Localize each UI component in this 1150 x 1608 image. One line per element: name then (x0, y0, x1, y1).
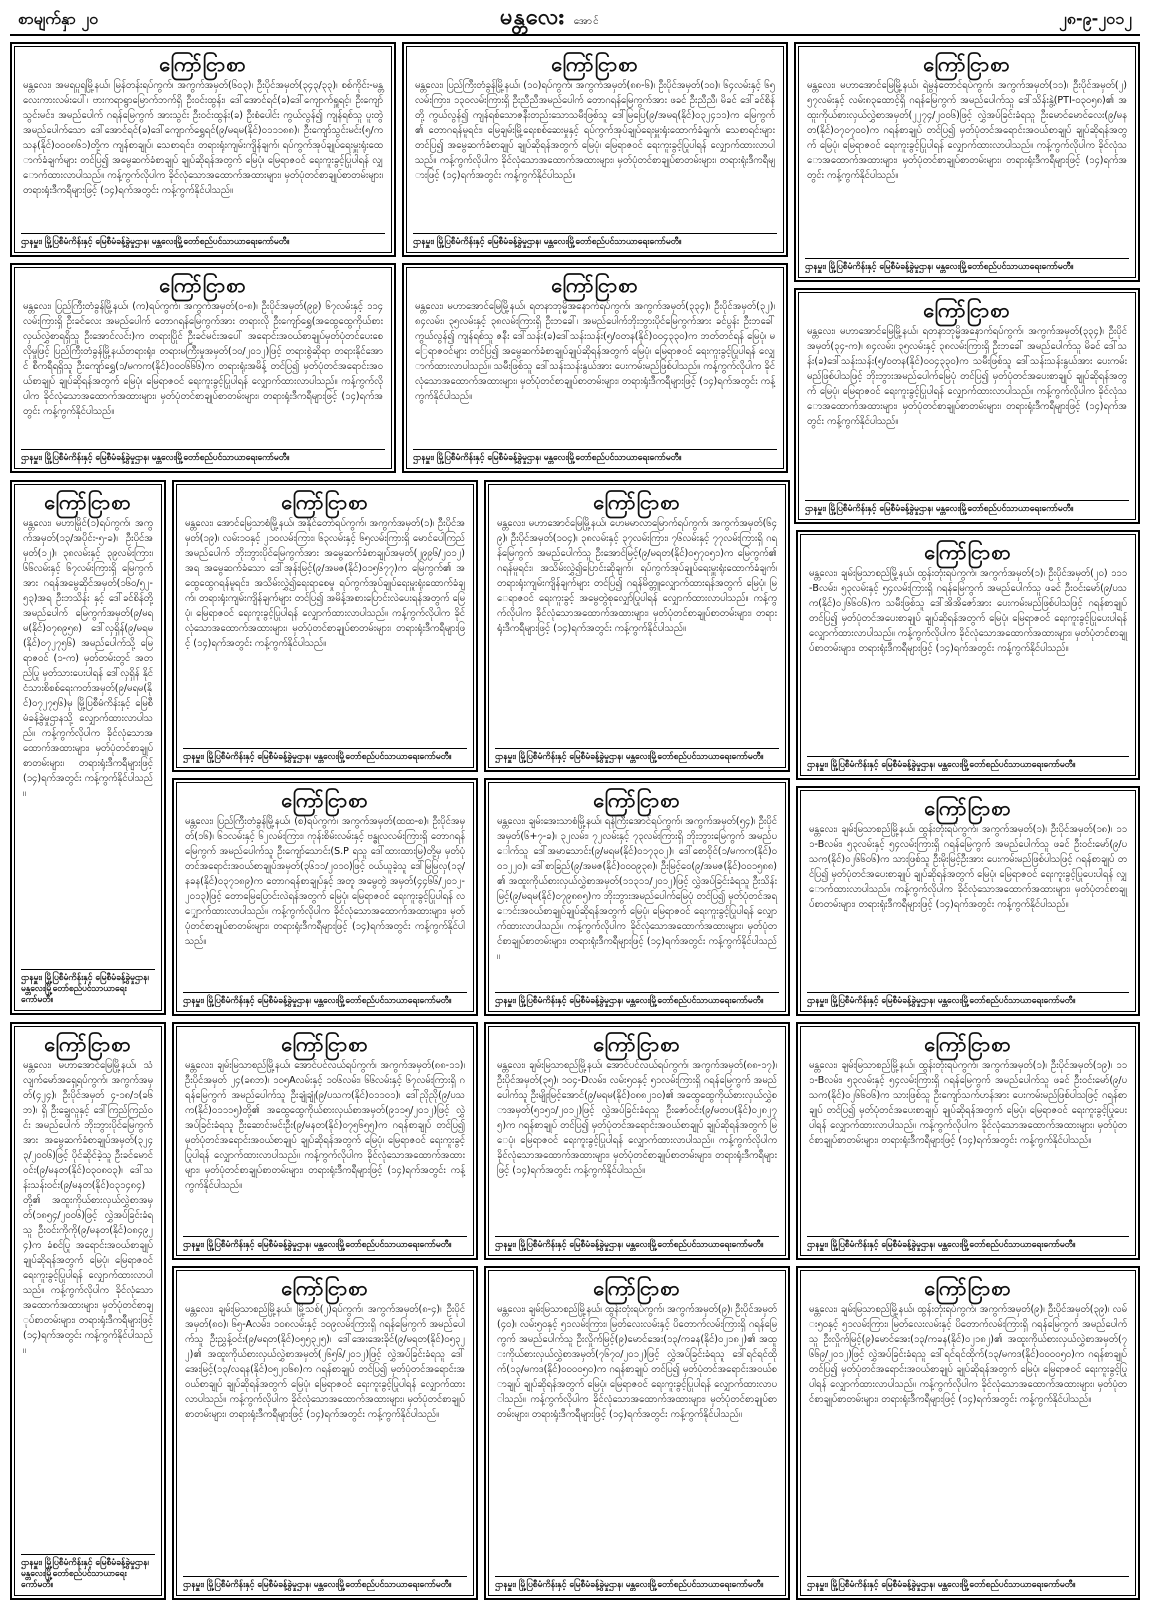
notice-body: မန္တလေး၊ ချမ်းမြသာစည်မြို့နယ်၊ အောင်ပင်လယ်ရပ်ကွက်၊ အကွက်အမှတ်(၈၈-၁၁)၊ ဦးပိုင်အမှတ် ၂၄(ခ၈ဘ)၊ ၁၀၅Aလမ်းနှင့် ၁၀၆လမ်း၊ ၆၆လမ်းနှင့် ၆၇လမ်းကြားရှိ ဂရန်မြေကွက် အမည်ပေါက်သူ ဦးချုံချုံ(၉/ပသက(နိုင်)၀၁၁၀၁)၊ ဒေါ်ညိုညို(၉/ပသက(နိုင်)၀၁၁၁၅)တို့၏ အထွေထွေကိုယ်စားလှယ်စာအမှတ်(၉၁၁၅/၂၀၁၂)ဖြင့် လွှဲအပ်ခြင်းခံရသူ ဦးဆောင်းမင်းဦး(၉/မနတ(နိုင်)၀၇၅၆၅၅)က ဂရန်စာချုပ် တင်ပြ၍ မှတ်ပုံတင်အရောင်းအဝယ်စာချုပ် ချုပ်ဆိုရန်အတွက် မြေပုံ၊ မြေရာဇဝင် ရေးကူးခွင့်ပြုပါရန် လျှောက်ထားလာပါသည်။ ကန့်ကွက်လိုပါက ခိုင်လုံသောအထောက်အထားများ၊ မှတ်ပုံတင်စာချုပ်စာတမ်းများ၊ တရားရုံးဒီကရီများဖြင့် (၁၄)ရက်အတွင်း ကန့်ကွက်နိုင်ပါသည်။ (185, 1060, 465, 1191)
notice-body: မန္တလေး၊ ချမ်းမြသာစည်မြို့နယ်၊ အောင်ပင်လယ်ရပ်ကွက်၊ အကွက်အမှတ်(၈၈-၁၇)၊ ဦးပိုင်အမှတ်(၃၅)၊ ၁၀၄-Dလမ်း၊ လမ်း၅၀နှင့် ၅၁လမ်းကြားရှိ ဂရန်မြေကွက် အမည်ပေါက်သူ ဦးမျိုးမြင့်အောင်(၉/မရမ(နိုင်)၀၈၈၂၁၀)၏ အထွေထွေကိုယ်စားလှယ်လွှဲစာအမှတ်(၅၁၅၁/၂၀၁၂)ဖြင့် လွှဲအပ်ခြင်းခံရသူ ဦးဇော်ဝင်း(၉/မတပ(နိုင်)၀၂၈၂၇၅)က ဂရန်စာချုပ် တင်ပြ၍ မှတ်ပုံတင်အရောင်းအဝယ်စာချုပ် ချုပ်ဆိုရန်အတွက် မြေပုံ၊ မြေရာဇဝင် ရေးကူးခွင့်ပြုပါရန် လျှောက်ထားလာပါသည်။ ကန့်ကွက်လိုပါက ခိုင်လုံသောအထောက်အထားများ၊ မှတ်ပုံတင်စာချုပ်စာတမ်းများ၊ တရားရုံးဒီကရီများဖြင့် (၁၄)ရက်အတွင်း ကန့်ကွက်နိုင်ပါသည်။ (497, 1060, 777, 1176)
notice-box-20 (796, 1266, 1140, 1600)
notice-body: မန္တလေး၊ မဟာအောင်မြေမြို့နယ်၊ သံလျက်မော်အရှေ့ရပ်ကွက်၊ အကွက်အမှတ်(၄၂၄)၊ ဦးပိုင်အမှတ် ၄-၁၈/၁(ခ၆ဘ)၊ ရှိ ဦးချွေလူနှင့် ဒေါ်ကြည်ကြည်ဝင်း အမည်ပေါက် ဘိုးဘွားပိုင်မြေကွက်အား အမွေဆက်ခံစာချုပ်အမှတ်(၃၂၄၃/၂၀၀၆)ဖြင့် ပိုင်ဆိုင်ခဲ့သူ ဦးခင်မောင်ဝင်း(၉/မနတ(နိုင်)၀၃၀၈၀၃)၊ ဒေါ်သန်းသန်းဝင်း(၉/မနတ(နိုင်)၀၃၁၄၈၄)တို့၏ အထူးကိုယ်စားလှယ်လွှဲစာအမှတ်(၁၈၅၄/၂၀၀၆)ဖြင့် လွှဲအပ်ခြင်းခံရသူ ဦးဝင်းကိုကို(၉/မနတ(နိုင်)၀၈၄၉၂၄)က ခံစင်ပြု အရောင်းအဝယ်စာချုပ် ချုပ်ဆိုရန်အတွက် မြေပုံ၊ မြေရာဇဝင် ရေးကူးခွင့်ပြုပါရန် လျှောက်ထားလာပါသည်။ ကန့်ကွက်လိုပါက ခိုင်လုံသောအထောက်အထားများ၊ မှတ်ပုံတင်စာချုပ်စာတမ်းများ၊ တရားရုံးဒီကရီများဖြင့် (၁၄)ရက်အတွင်း ကန့်ကွက်နိုင်ပါသည်။ (23, 1060, 153, 1356)
notice-title: ကြော်ငြာစာ (593, 1276, 681, 1300)
notice-body: မန္တလေး၊ ပြည်ကြီးတံခွန်မြို့နယ်၊ (၁၀)ရပ်ကွက်၊ အကွက်အမှတ်(၈၈-၆)၊ ဦးပိုင်အမှတ်(၁၀)၊ ၆၄လမ်းနှင့် ၆၅လမ်းကြား၊ ၁၃၀လမ်းကြားရှိ ဦးညီညီအမည်ပေါက် တောဂရန်မြေကွက်အား ဖခင် ဦးညီညီ၊ မိခင် ဒေါ်ခင်စိန်တို့ ကွယ်လွန်၍ ကျန်ရစ်သောဇနီးတည်းသောသမီးဖြစ်သူ ဒေါ်မြပြေ(၉/အမရ(နိုင်)၀၃၂၄၁၁)က မြေကွက်၏ တောဂရန်မူရင်း၊ မြေချမ်းမြို့ရေးစစ်ဆေးမှုနှင့် ရပ်ကွက်အုပ်ချုပ်ရေးမှူးရုံးထောက်ခံချက်၊ သေစာရင်းများ တင်ပြ၍ အမွေဆက်ခံစာချုပ် ချုပ်ဆိုရန်အတွက် မြေပုံ၊ မြေရာဇဝင် ရေးကူးခွင့်ပြုပါရန် လျှောက်ထားလာပါသည်။ ကန့်ကွက်လိုပါက ခိုင်လုံသောအထောက်အထားများ၊ မှတ်ပုံတင်စာချုပ်စာတမ်းများ၊ တရားရုံးဒီကရီများဖြင့် (၁၄)ရက်အတွင်း ကန့်ကွက်နိုင်ပါသည်။ (415, 80, 775, 181)
notice-title: ကြော်ငြာစာ (551, 273, 639, 297)
notice-body: မန္တလေး၊ အောင်မြေသာစံမြို့နယ်၊ အနိုင်တော်ရပ်ကွက်၊ အကွက်အမှတ်(၁)၊ ဦးပိုင်အမှတ်(၁၉)၊ လမ်း၁၀နှင့် ၂၁၀လမ်းကြား၊ ၆၃လမ်းနှင့် ၆၅လမ်းကြားရှိ မောင်ပေါကြည် အမည်ပေါက် ဘိုးဘွားပိုင်မြေကွက်အား အမွေဆက်ခံစာချုပ်အမှတ်(၂၉၉၆/၂၀၁၂)အရ အမွေဆက်ခံသော ဒေါ်အုန်းမြင့်(၉/အမဇ(နိုင်)၀၁၅၆၇၇)က မြေကွက်၏ အထွေထွေဂရန်မူရင်း၊ အသိမ်းလွှဲ၍ရေးရာစေမှု ရပ်ကွက်အုပ်ချုပ်ရေးမှူးရုံးထောက်ခံချက်၊ တရားရုံးကျမ်းကျိန်ချက်များ တင်ပြ၍ အမိန့်အစားပြောင်းလဲပေးရန်အတွက် မြေပုံ၊ မြေရာဇဝင် ရေးကူးခွင့်ပြုပါရန် လျှောက်ထားလာပါသည်။ ကန့်ကွက်လိုပါက ခိုင်လုံသောအထောက်အထားများ၊ မှတ်ပုံတင်စာချုပ်စာတမ်းများ၊ တရားရုံးဒီကရီများဖြင့် (၁၄)ရက်အတွင်း ကန့်ကွက်နိုင်ပါသည်။ (185, 518, 465, 649)
notice-body: မန္တလေး၊ ချမ်းမြသာစည်မြို့နယ်၊ ထွန်းတုံးရပ်ကွက်၊ အကွက်အမှတ်(၉)၊ ဦးပိုင်အမှတ်(၄၀)၊ လမ်း၅၀နှင့် ၅၁လမ်းကြား၊ မြတ်လေးလမ်းနှင့် ပိတောက်လမ်းကြားရှိ ဂရန်မြေကွက် အမည်ပေါက်သူ ဦးလှိုက်မြင့်(၉)မောင်အေး(၁၃/ကခန(နိုင်)၀၂၁၈၂)၏ အထူးကိုယ်စားလှယ်လွှဲစာအမှတ်(၇၆၇၀/၂၀၁၂)ဖြင့် လွှဲအပ်ခြင်းခံရသူ ဒေါ်ရင်ရင်ထိုက်(၁၃/မကဒ(နိုင်)၀၀၀၀၅၀)က ဂရန်စာချုပ် တင်ပြ၍ မှတ်ပုံတင်အရောင်းအဝယ်စာချုပ် ချုပ်ဆိုရန်အတွက် မြေပုံ၊ မြေရာဇဝင် ရေးကူးခွင့်ပြုပါရန် လျှောက်ထားလာပါသည်။ ကန့်ကွက်လိုပါက ခိုင်လုံသောအထောက်အထားများ၊ မှတ်ပုံတင်စာချုပ်စာတမ်းများ၊ တရားရုံးဒီကရီများဖြင့် (၁၄)ရက်အတွင်း ကန့်ကွက်နိုင်ပါသည်။ (497, 1304, 777, 1420)
notice-footer: ဌာနမှူး၊ မြို့ပြစီမံကိန်းနှင့် မြေစီမံခန့်ခွဲမှုဌာန၊ မန္တလေးမြို့တော်စည်ပင်သာယာရေးကော်မတီ။ (807, 992, 1129, 1007)
notice-box-4 (10, 263, 396, 473)
notice-box-17 (796, 1022, 1140, 1260)
notice-title: ကြော်ငြာစာ (923, 298, 1011, 322)
notice-footer: ဌာနမှူး၊ မြို့ပြစီမံကိန်းနှင့် မြေစီမံခန့်ခွဲမှုဌာန၊ မန္တလေးမြို့တော်စည်ပင်သာယာရေးကော်မတီ။ (495, 992, 779, 1007)
notice-box-10 (796, 530, 1140, 780)
notice-footer: ဌာနမှူး၊ မြို့ပြစီမံကိန်းနှင့် မြေစီမံခန့်ခွဲမှုဌာန၊ မန္တလေးမြို့တော်စည်ပင်သာယာရေးကော်မတီ။ (21, 969, 155, 1006)
notice-box-12 (484, 778, 790, 1016)
notice-title: ကြော်ငြာစာ (281, 1032, 369, 1056)
notice-footer: ဌာနမှူး၊ မြို့ပြစီမံကိန်းနှင့် မြေစီမံခန့်ခွဲမှုဌာန၊ မန္တလေးမြို့တော်စည်ပင်သာယာရေးကော်မတီ။ (413, 233, 777, 248)
notice-body: မန္တလေး၊ မဟာအောင်မြေမြို့နယ်၊ ရဲမွန်တောင်ရပ်ကွက်၊ အကွက်အမှတ်(၁၁)၊ ဦးပိုင်အမှတ်(၂) ၅၇လမ်းနှင့် လမ်း၈၃ထောင့်ရှိ ဂရန်မြေကွက် အမည်ပေါက်သူ ဒေါ်သိန်းနွဲ့(PTI-၀၃၀၅၈)၏ အထူးကိုယ်စားလှယ်လွှဲစာအမှတ်(၂၂၇၄/၂၀၀၆)ဖြင့် လွှဲအပ်ခြင်းခံရသူ ဦးမောင်မောင်လေး(၉/မနတ(နိုင်)၀၇၀၇၀၀)က ဂရန်စာချုပ် တင်ပြ၍ မှတ်ပုံတင်အရောင်းအဝယ်စာချုပ် ချုပ်ဆိုရန်အတွက် မြေပုံ၊ မြေရာဇဝင် ရေးကူးခွင့်ပြုပါရန် လျှောက်ထားလာပါသည်။ ကန့်ကွက်လိုပါက ခိုင်လုံသောအထောက်အထားများ၊ မှတ်ပုံတင်စာချုပ်စာတမ်းများ၊ တရားရုံးဒီကရီများဖြင့် (၁၄)ရက်အတွင်း ကန့်ကွက်နိုင်ပါသည်။ (807, 80, 1127, 181)
notice-title: ကြော်ငြာစာ (924, 540, 1012, 564)
notice-footer: ဌာနမှူး၊ မြို့ပြစီမံကိန်းနှင့် မြေစီမံခန့်ခွဲမှုဌာန၊ မန္တလေးမြို့တော်စည်ပင်သာယာရေးကော်မတီ။ (807, 1576, 1129, 1591)
notice-footer: ဌာနမှူး၊ မြို့ပြစီမံကိန်းနှင့် မြေစီမံခန့်ခွဲမှုဌာန၊ မန္တလေးမြို့တော်စည်ပင်သာယာရေးကော်မတီ။ (495, 748, 779, 763)
issue-date: ၂၈-၉-၂၀၁၂ (1059, 9, 1132, 28)
notice-footer: ဌာနမှူး၊ မြို့ပြစီမံကိန်းနှင့် မြေစီမံခန့်ခွဲမှုဌာန၊ မန္တလေးမြို့တော်စည်ပင်သာယာရေးကော်မတီ။ (805, 500, 1129, 515)
notice-footer: ဌာနမှူး၊ မြို့ပြစီမံကိန်းနှင့် မြေစီမံခန့်ခွဲမှုဌာန၊ မန္တလေးမြို့တော်စည်ပင်သာယာရေးကော်မတီ။ (413, 449, 777, 464)
notice-footer: ဌာနမှူး၊ မြို့ပြစီမံကိန်းနှင့် မြေစီမံခန့်ခွဲမှုဌာန၊ မန္တလေးမြို့တော်စည်ပင်သာယာရေးကော်မတီ။ (807, 756, 1129, 771)
notice-title: ကြော်ငြာစာ (551, 52, 639, 76)
notice-body: မန္တလေး၊ အမရပူရမြို့နယ်၊ မြန်တန်းရပ်ကွက်၊ အကွက်အမှတ်(၆၀၃)၊ ဦးပိုင်အမှတ်(၃၄၃/၃၃)၊ စစ်ကိုင်း-မန္တလေးကားလမ်းပေါ်၊ ဗားကရာရွာမြောက်ဘက်ရှိ ဦးဝင်းထွန်း၊ ဒေါ်အောင်ရင်(ခ)ဒေါ်ကျောက်ရှူရင့်၊ ဦးကျော်သွင်းမင်း၊ အမည်ပေါက် ဂရန်မြေကွက် အားသွင်း ဦးဝင်းထွန်း(ခ) ဦးစံပေါင်း ကွယ်လွန်၍ ကျန်ရစ်သူ ပူးတွဲအမည်ပေါက်သော ဒေါ်အောင်ရင်(ခ)ဒေါ်ကျောက်ရွှေရင်(၉/မရမ(နိုင်)၀၁၁၁၈၈)၊ ဦးကျော်သွင်းမင်း(၅/ကသန(နိုင်)၀၀၀၈၆၁)တို့က ကျန်စာချုပ်၊ သေစာရင်း၊ တရားရုံးကျမ်းကျိန်ချက်၊ ရပ်ကွက်အုပ်ချုပ်ရေးမှူးရုံးထောက်ခံချက်များ တင်ပြ၍ အမွေဆက်ခံစာချုပ် ချုပ်ဆိုရန်အတွက် မြေပုံ၊ မြေရာဇဝင် ရေးကူးခွင့်ပြုပါရန် လျှောက်ထားလာပါသည်။ ကန့်ကွက်လိုပါက ခိုင်လုံသောအထောက်အထားများ၊ မှတ်ပုံတင်စာချုပ်စာတမ်းများ၊ တရားရုံးဒီကရီများဖြင့် (၁၄)ရက်အတွင်း ကန့်ကွက်နိုင်ပါသည်။ (23, 80, 383, 196)
notice-title: ကြော်ငြာစာ (923, 52, 1011, 76)
notice-footer: ဌာနမှူး၊ မြို့ပြစီမံကိန်းနှင့် မြေစီမံခန့်ခွဲမှုဌာန၊ မန္တလေးမြို့တော်စည်ပင်သာယာရေးကော်မတီ။ (495, 1236, 779, 1251)
notice-footer: ဌာနမှူး၊ မြို့ပြစီမံကိန်းနှင့် မြေစီမံခန့်ခွဲမှုဌာန၊ မန္တလေးမြို့တော်စည်ပင်သာယာရေးကော်မတီ။ (183, 1236, 467, 1251)
notice-box-3 (794, 42, 1140, 282)
notice-box-13 (796, 786, 1140, 1016)
notice-box-9 (484, 480, 790, 772)
notice-body: မန္တလေး၊ ပြည်ကြီးတံခွန်မြို့နယ်၊ (စ)ရပ်ကွက်၊ အကွက်အမှတ်(ထထ-စ)၊ ဦးပိုင်အမှတ်(၁၆)၊ ၆၁လမ်းနှင့် ၆၂လမ်းကြား၊ ကုန်းစိမ်းလမ်းနှင့် ဗန္ဓုလလမ်းကြားရှိ တောဂရန်မြေကွက် အမည်ပေါက်သူ ဦးကျော်သောင်း(S.P ရသူ ဒေါ်ထားထားမြ)တို့မှ မှတ်ပုံတင်အရောင်းအဝယ်စာချုပ်အမှတ်(၃၆၁၁/၂၀၁၀)ဖြင့် ဝယ်ယူခဲ့သူ ဒေါ်မြမြလှ(၁၃/နခန(နိုင်)၀၃၇၁၈၉)က တောဂရန်စာချုပ်နှင့် အတူ အမွေတွဲ အမှတ်(၄၄၆၆/၂၀၁၂-၂၀၁၃)ဖြင့် တောမြေပြောင်းလဲရန်အတွက် မြေပုံ၊ မြေရာဇဝင် ရေးကူးခွင့်ပြုပါရန် လျှောက်ထားလာပါသည်။ ကန့်ကွက်လိုပါက ခိုင်လုံသောအထောက်အထားများ၊ မှတ်ပုံတင်စာချုပ်စာတမ်းများ၊ တရားရုံးဒီကရီများဖြင့် (၁၄)ရက်အတွင်း ကန့်ကွက်နိုင်ပါသည်။ (185, 816, 465, 947)
notice-footer: ဌာနမှူး၊ မြို့ပြစီမံကိန်းနှင့် မြေစီမံခန့်ခွဲမှုဌာန၊ မန္တလေးမြို့တော်စည်ပင်သာယာရေးကော်မတီ။ (183, 748, 467, 763)
notice-box-11 (172, 778, 478, 1016)
notice-box-15 (172, 1022, 478, 1260)
notice-footer: ဌာနမှူး၊ မြို့ပြစီမံကိန်းနှင့် မြေစီမံခန့်ခွဲမှုဌာန၊ မန္တလေးမြို့တော်စည်ပင်သာယာရေးကော်မတီ။ (495, 1576, 779, 1591)
notice-box-7 (10, 480, 166, 1015)
newspaper-logo (500, 2, 600, 35)
notice-footer: ဌာနမှူး၊ မြို့ပြစီမံကိန်းနှင့် မြေစီမံခန့်ခွဲမှုဌာန၊ မန္တလေးမြို့တော်စည်ပင်သာယာရေးကော်မတီ။ (807, 1236, 1129, 1251)
notice-body: မန္တလေး၊ ချမ်းမြသာစည်မြို့နယ်၊ ထွန်းတုံးရပ်ကွက်၊ အကွက်အမှတ်(၁)၊ ဦးပိုင်အမှတ်(၂၀) ၁၁၁-Bလမ်း၊ ၅၃လမ်းနှင့် ၅၄လမ်းကြားရှိ ဂရန်မြေကွက် အမည်ပေါက်သူ ဖခင် ဦးဝင်းမော်(၉/ပသက(နိုင်)၀၂၆၆၀၆)က သမီးဖြစ်သူ ဒေါ်အိအိဇော်အား ပေးကမ်းမည်ဖြစ်ပါသဖြင့် ဂရန်စာချုပ် တင်ပြ၍ မှတ်ပုံတင်အပေးစာချုပ် ချုပ်ဆိုရန်အတွက် မြေပုံ၊ မြေရာဇဝင် ရေးကူးခွင့်ပြုပေးပါရန် လျှောက်ထားလာပါသည်။ ကန့်ကွက်လိုပါက ခိုင်လုံသောအထောက်အထားများ၊ မှတ်ပုံတင်စာချုပ်စာတမ်းများ၊ တရားရုံးဒီကရီများဖြင့် (၁၄)ရက်အတွင်း ကန့်ကွက်နိုင်ပါသည်။ (809, 568, 1127, 654)
notice-title: ကြော်ငြာစာ (593, 490, 681, 514)
notice-footer: ဌာနမှူး၊ မြို့ပြစီမံကိန်းနှင့် မြေစီမံခန့်ခွဲမှုဌာန၊ မန္တလေးမြို့တော်စည်ပင်သာယာရေးကော်မတီ။ (21, 233, 385, 248)
notice-title: ကြော်ငြာစာ (593, 788, 681, 812)
notice-body: မန္တလေး၊ ချမ်းအေးသာစံမြို့နယ်၊ ရန်ကြီးအောင်ရပ်ကွက်၊ အကွက်အမှတ်(၅၄)၊ ဦးပိုင်အမှတ်(၆+၇-ခ)၊ ၃၂လမ်း၊ ၇၂လမ်းနှင့် ၇၃လမ်းကြားရှိ ဘိုးဘွားမြေကွက် အမည်ပေါက်သူ ဒေါ်အမာသောင်း(၉/မရမ(နိုင်)၀၁၇၃၀၂)၊ ဒေါ်စောဝိုင်(၁/မကက(နိုင်)၀၀၁၂၂၀)၊ ဒေါ်စာခြည်(၉/အမဇ(နိုင်)၀၀၀၉၃၈)၊ ဦးမြင့်ဝေ(၉/အမဇ(နိုင်)၀၀၁၅၈၈)၏ အထူးကိုယ်စားလှယ်လွှဲစာအမှတ်(၁၁၃၁၁/၂၀၁၂)ဖြင့် လွှဲအပ်ခြင်းခံရသူ ဦးသိန်းမြင့်(၉/မရမ(နိုင်)၀၇၉၈၈၅)က ဘိုးဘွားအမည်ပေါက်မြေပုံ တင်ပြ၍ မှတ်ပုံတင်အရောင်းအဝယ်စာချုပ်ချုပ်ဆိုရန်အတွက် မြေပုံ၊ မြေရာဇဝင် ရေးကူးခွင့်ပြုပါရန် လျှောက်ထားလာပါသည်။ ကန့်ကွက်လိုပါက ခိုင်လုံသောအထောက်အထားများ၊ မှတ်ပုံတင်စာချုပ်စာတမ်းများ၊ တရားရုံးဒီကရီများဖြင့် (၁၄)ရက်အတွင်း ကန့်ကွက်နိုင်ပါသည်။ (497, 816, 777, 962)
notice-box-16 (484, 1022, 790, 1260)
notice-title: ကြော်ငြာစာ (281, 788, 369, 812)
notice-title: ကြော်ငြာစာ (159, 273, 247, 297)
notice-title: ကြော်ငြာစာ (281, 490, 369, 514)
notice-title: ကြော်ငြာစာ (924, 1276, 1012, 1300)
notice-footer: ဌာနမှူး၊ မြို့ပြစီမံကိန်းနှင့် မြေစီမံခန့်ခွဲမှုဌာန၊ မန္တလေးမြို့တော်စည်ပင်သာယာရေးကော်မတီ။ (805, 258, 1129, 273)
notice-body: မန္တလေး၊ မဟာအောင်မြေမြို့နယ်၊ ရတနာဘုမ္မိအနောက်ရပ်ကွက်၊ အကွက်အမှတ်(၃၃၄)၊ ဦးပိုင်အမှတ်(၃၄-က)၊ ၈၄လမ်း၊ ၃၅လမ်းနှင့် ၃၈လမ်းကြားရှိ ဦးဘခေါ် အမည်ပေါက်သူ မိခင် ဒေါ်သန်း(ခ)ဒေါ်သန်းသန်း(၅/ဝတန(နိုင်)၀၀၄၃၃၀)က သမီးဖြစ်သူ ဒေါ်သန်းသန်းနွယ်အား ပေးကမ်းမည်ဖြစ်ပါသဖြင့် ဘိုးဘွားအမည်ပေါက်မြေပုံ တင်ပြ၍ မှတ်ပုံတင်အပေးစာချုပ် ချုပ်ဆိုရန်အတွက် မြေပုံ၊ မြေရာဇဝင် ရေးကူးခွင့်ပြုပါရန် လျှောက်ထားလာပါသည်။ ကန့်ကွက်လိုပါက ခိုင်လုံသောအထောက်အထားများ၊ မှတ်ပုံတင်စာချုပ်စာတမ်းများ၊ တရားရုံးဒီကရီများဖြင့် (၁၄)ရက်အတွင်း ကန့်ကွက်နိုင်ပါသည်။ (807, 326, 1127, 427)
page-number: စာမျက်နှာ ၂၀ (18, 9, 99, 28)
notice-body: မန္တလေး၊ မဟာမြိုင်(၁)ရပ်ကွက်၊ အကွက်အမှတ်(၁၃/အပိုင်း-၅-ခ)၊ ဦးပိုင်အမှတ်(၁၂)၊ ၃၈လမ်းနှင့် ၃၉လမ်းကြား၊ ၆၆လမ်းနှင့် ၆၇လမ်းကြားရှိ မြေကွက်အား ဂရန်အမွေဆိုင်အမှတ်(၁၆၀/၅၂-၅၃)အရ ဦးဘသိန်း နှင့် ဒေါ်ခင်စိန်တို့ အမည်ပေါက် မြေကွက်အမှတ်(၉/မရမ(နိုင်)၀၇၈၉၅၈) ဒေါ်လှရှိန်(၉/မရမ(နိုင်)၀၇၂၇၅၆) အမည်ပေါက်သို့ မြေရာဇဝင် (၁-က) မှတ်တမ်းတွင် အတည်ပြု မှတ်သားပေးပါရန် ဒေါ်လှရှိန် နိုင်ငံသားစိစစ်ရေးကတ်အမှတ်(၉/မရမ(နိုင်)၀၇၂၇၅၆)မှ မြို့ပြစီမံကိန်းနှင့် မြေစီမံခန့်ခွဲမှုဌာနသို့ လျှောက်ထားလာပါသည်။ ကန့်ကွက်လိုပါက ခိုင်လုံသောအထောက်အထားများ၊ မှတ်ပုံတင်စာချုပ်စာတမ်းများ၊ တရားရုံးဒီကရီများဖြင့် (၁၄)ရက်အတွင်း ကန့်ကွက်နိုင်ပါသည်။ (23, 518, 153, 799)
notice-footer: ဌာနမှူး၊ မြို့ပြစီမံကိန်းနှင့် မြေစီမံခန့်ခွဲမှုဌာန၊ မန္တလေးမြို့တော်စည်ပင်သာယာရေးကော်မတီ။ (21, 449, 385, 464)
notice-footer: ဌာနမှူး၊ မြို့ပြစီမံကိန်းနှင့် မြေစီမံခန့်ခွဲမှုဌာန၊ မန္တလေးမြို့တော်စည်ပင်သာယာရေးကော်မတီ။ (183, 1576, 467, 1591)
notice-title: ကြော်ငြာစာ (593, 1032, 681, 1056)
notice-box-8 (172, 480, 478, 772)
notice-box-1 (10, 42, 396, 257)
notice-title: ကြော်ငြာစာ (44, 1032, 132, 1056)
notice-footer: ဌာနမှူး၊ မြို့ပြစီမံကိန်းနှင့် မြေစီမံခန့်ခွဲမှုဌာန၊ မန္တလေးမြို့တော်စည်ပင်သာယာရေးကော်မတီ။ (21, 1554, 155, 1591)
notice-title: ကြော်ငြာစာ (159, 52, 247, 76)
notice-box-5 (402, 263, 788, 473)
logo-text: မန္တလေး (500, 4, 566, 30)
notice-title: ကြော်ငြာစာ (281, 1276, 369, 1300)
notice-box-6 (794, 288, 1140, 524)
notice-body: မန္တလေး၊ ချမ်းမြသာစည်မြို့နယ်၊ မြို့သစ်(၂)ရပ်ကွက်၊ အကွက်အမှတ်(၈-၄)၊ ဦးပိုင်အမှတ်(၈၀)၊ ၆၅-Aလမ်း၊ ၁၀၈လမ်းနှင့် ၁၀၉လမ်းကြားရှိ ဂရန်မြေကွက် အမည်ပေါက်သူ ဦးညွှန့်ဝင်း(၉/မရတ(နိုင်)၀၅၅၃၂၅)၊ ဒေါ်အေးအေးခိုင်(၉/မရတ(နိုင်)၀၅၃၂၂)၏ အထူးကိုယ်စားလှယ်လွှဲစာအမှတ်(၂၆၅၆/၂၀၁၂)ဖြင့် လွှဲအပ်ခြင်းခံရသူ ဒေါ်အေးမြင့်(၁၃/လရန(နိုင်)၀၅၂၀၆၈)က ဂရန်စာချုပ် တင်ပြ၍ မှတ်ပုံတင်အရောင်းအဝယ်စာချုပ် ချုပ်ဆိုရန်အတွက် မြေပုံ၊ မြေရာဇဝင် ရေးကူးခွင့်ပြုပါရန် လျှောက်ထားလာပါသည်။ ကန့်ကွက်လိုပါက ခိုင်လုံသောအထောက်အထားများ၊ မှတ်ပုံတင်စာချုပ်စာတမ်းများ၊ တရားရုံးဒီကရီများဖြင့် (၁၄)ရက်အတွင်း ကန့်ကွက်နိုင်ပါသည်။ (185, 1304, 465, 1420)
notice-body: မန္တလေး၊ ချမ်းမြသာစည်မြို့နယ်၊ ထွန်းတုံးရပ်ကွက်၊ အကွက်အမှတ်(၁)၊ ဦးပိုင်အမှတ်(၁၈)၊ ၁၁၁-Bလမ်း၊ ၅၃လမ်းနှင့် ၅၄လမ်းကြားရှိ ဂရန်မြေကွက် အမည်ပေါက်သူ ဖခင် ဦးဝင်းမော်(၉/ပသက(နိုင်)၀၂၆၆၀၆)က သားဖြစ်သူ ဦးမိုးမြင့်ဦးအား ပေးကမ်းမည်ဖြစ်ပါသဖြင့် ဂရန်စာချုပ် တင်ပြ၍ မှတ်ပုံတင်အပေးစာချုပ် ချုပ်ဆိုရန်အတွက် မြေပုံ၊ မြေရာဇဝင် ရေးကူးခွင့်ပြုပေးပါရန် လျှောက်ထားလာပါသည်။ ကန့်ကွက်လိုပါက ခိုင်လုံသောအထောက်အထားများ၊ မှတ်ပုံတင်စာချုပ်စာတမ်းများ၊ တရားရုံးဒီကရီများဖြင့် (၁၄)ရက်အတွင်း ကန့်ကွက်နိုင်ပါသည်။ (809, 824, 1127, 910)
notice-box-18 (172, 1266, 478, 1600)
notice-title: ကြော်ငြာစာ (924, 796, 1012, 820)
notice-title: ကြော်ငြာစာ (44, 490, 132, 514)
notice-box-19 (484, 1266, 790, 1600)
notice-box-14 (10, 1022, 166, 1600)
masthead-divider (10, 34, 1140, 36)
notice-body: မန္တလေး၊ ပြည်ကြီးတံခွန်မြို့နယ်၊ (က)ရပ်ကွက်၊ အကွက်အမှတ်(၀-၈)၊ ဦးပိုင်အမှတ်(၉၉) ၆၇လမ်းနှင့် ၁၁၄လမ်းကြားရှိ ဦးခင်လေး အမည်ပေါက် တောဂရန်မြေကွက်အား တရားလို ဦးကျော်ရွှေ(အထွေထွေကိုယ်စားလှယ်လွှဲစာရရှိသူ ဦးအောင်လင်း)က တရားပြိုင် ဦးခင်မင်းအပေါ် အရောင်းအဝယ်စာချုပ်မှတ်ပုံတင်ပေးစေလိုမှုဖြင့် ပြည်ကြီးတံခွန်မြို့နယ်တရားရုံး၊ တရားမကြီးမှုအမှတ်(၁၀/၂၀၁၂)ဖြင့် တရားစွဲဆိုရာ တရားနိုင်အောင် စီကရီရရှိသူ ဦးကျော်ရွှေ(၁/မကက(နိုင်)၀၀၀၆၆၆)က တရားရုံးအမိန့် တင်ပြ၍ မှတ်ပုံတင်အရောင်းအဝယ်စာချုပ် ချုပ်ဆိုရန်အတွက် မြေပုံ၊ မြေရာဇဝင် ရေးကူးခွင့်ပြုပါရန် လျှောက်ထားလာပါသည်။ ကန့်ကွက်လိုပါက ခိုင်လုံသောအထောက်အထားများ၊ မှတ်ပုံတင်စာချုပ်စာတမ်းများ၊ တရားရုံးဒီကရီများဖြင့် (၁၄)ရက်အတွင်း ကန့်ကွက်နိုင်ပါသည်။ (23, 301, 383, 417)
masthead (0, 0, 1150, 36)
notice-box-2 (402, 42, 788, 257)
logo-subtext: အောင် (573, 16, 600, 27)
notice-body: မန္တလေး၊ ချမ်းမြသာစည်မြို့နယ်၊ ထွန်းတုံးရပ်ကွက်၊ အကွက်အမှတ်(၉)၊ ဦးပိုင်အမှတ်(၃၉)၊ လမ်း၅၀နှင့် ၅၁လမ်းကြား၊ မြတ်လေးလမ်းနှင့် ပိတောက်လမ်းကြားရှိ ဂရန်မြေကွက် အမည်ပေါက်သူ ဦးလှိုက်မြင့်(၉)မောင်အေး(၁၃/ကခန(နိုင်)၀၂၁၈၂)၏ အထူးကိုယ်စားလှယ်လွှဲစာအမှတ်(၇၆၆၉/၂၀၁၂)ဖြင့် လွှဲအပ်ခြင်းခံရသူ ဒေါ်ရင်ရင်ထိုက်(၁၃/မကဒ(နိုင်)၀၀၀၀၅၀)က ဂရန်စာချုပ် တင်ပြ၍ မှတ်ပုံတင်အရောင်းအဝယ်စာချုပ် ချုပ်ဆိုရန်အတွက် မြေပုံ၊ မြေရာဇဝင် ရေးကူးခွင့်ပြုပါရန် လျှောက်ထားလာပါသည်။ ကန့်ကွက်လိုပါက ခိုင်လုံသောအထောက်အထားများ၊ မှတ်ပုံတင်စာချုပ်စာတမ်းများ၊ တရားရုံးဒီကရီများဖြင့် (၁၄)ရက်အတွင်း ကန့်ကွက်နိုင်ပါသည်။ (809, 1304, 1127, 1405)
notice-body: မန္တလေး၊ မဟာအောင်မြေမြို့နယ်၊ ရတနာဘုမ္မိအနောက်ရပ်ကွက်၊ အကွက်အမှတ်(၃၃၄)၊ ဦးပိုင်အမှတ်(၃၂)၊ ၈၄လမ်း၊ ၃၅လမ်းနှင့် ၃၈လမ်းကြားရှိ ဦးဘခေါ်၊ အမည်ပေါက်ဘိုးဘွားပိုင်မြေကွက်အား ခင်ပွန်း ဦးဘခေါ် ကွယ်လွန်၍ ကျန်ရစ်သူ ဇနီး ဒေါ်သန်း(ခ)ဒေါ်သန်းသန်း(၅/ဝတန(နိုင်)၀၀၄၃၃၀)က ဘတ်တင်ရန် မြေပုံ၊ မြေရာဇဝင်များ တင်ပြ၍ အမွေဆက်ခံစာချုပ်ချုပ်ဆိုရန်အတွက် မြေပုံ၊ မြေရာဇဝင် ရေးကူးခွင့်ပြုပါရန် လျှောက်ထားလာပါသည်။ သမီးဖြစ်သူ ဒေါ်သန်းသန်းနွယ်အား ပေးကမ်းမည်ဖြစ်ပါသည်။ ကန့်ကွက်လိုပါက ခိုင်လုံသောအထောက်အထားများ၊ မှတ်ပုံတင်စာချုပ်စာတမ်းများ၊ တရားရုံးဒီကရီများဖြင့် (၁၄)ရက်အတွင်း ကန့်ကွက်နိုင်ပါသည်။ (415, 301, 775, 402)
notice-body: မန္တလေး၊ ချမ်းမြသာစည်မြို့နယ်၊ ထွန်းတုံးရပ်ကွက်၊ အကွက်အမှတ်(၁)၊ ဦးပိုင်အမှတ်(၁၉)၊ ၁၁၁-Bလမ်း၊ ၅၃လမ်းနှင့် ၅၄လမ်းကြားရှိ ဂရန်မြေကွက် အမည်ပေါက်သူ ဖခင် ဦးဝင်းမော်(၉/ပသက(နိုင်)၀၂၆၆၀၆)က သားဖြစ်သူ ဦးကျော်သက်ဟန်အား ပေးကမ်းမည်ဖြစ်ပါသဖြင့် ဂရန်စာချုပ် တင်ပြ၍ မှတ်ပုံတင်အပေးစာချုပ် ချုပ်ဆိုရန်အတွက် မြေပုံ၊ မြေရာဇဝင် ရေးကူးခွင့်ပြုပေးပါရန် လျှောက်ထားလာပါသည်။ ကန့်ကွက်လိုပါက ခိုင်လုံသောအထောက်အထားများ၊ မှတ်ပုံတင်စာချုပ်စာတမ်းများ၊ တရားရုံးဒီကရီများဖြင့် (၁၄)ရက်အတွင်း ကန့်ကွက်နိုင်ပါသည်။ (809, 1060, 1127, 1146)
notice-body: မန္တလေး၊ မဟာအောင်မြေမြို့နယ်၊ ဟေမမာလာမြောက်ရပ်ကွက်၊ အကွက်အမှတ်(၆၄၉)၊ ဦးပိုင်အမှတ်(၁၀၄)၊ ၃၈လမ်းနှင့် ၃၇လမ်းကြား၊ ၇၆လမ်းနှင့် ၇၇လမ်းကြားရှိ ဂရန်မြေကွက် အမည်ပေါက်သူ ဦးအောင်မြင့်(၉/မရတ(နိုင်)၀၅၇၀၅၁)က မြေကွက်၏ ဂရန်မူရင်း၊ အသိမ်းလွှဲ၍ပြောင်းဆိုချက်၊ ရပ်ကွက်အုပ်ချုပ်ရေးမှူးရုံးထောက်ခံချက်၊ တရားရုံးကျမ်းကျိန်ချက်များ တင်ပြ၍ ဂရန်မိတ္တူလျှောက်ထားရန်အတွက် မြေပုံ၊ မြေရာဇဝင် ရေးကူးခွင့် အမွေတွဲစုလျှော်ပြုပါရန် လျှောက်ထားလာပါသည်။ ကန့်ကွက်လိုပါက ခိုင်လုံသောအထောက်အထားများ၊ မှတ်ပုံတင်စာချုပ်စာတမ်းများ၊ တရားရုံးဒီကရီများဖြင့် (၁၄)ရက်အတွင်း ကန့်ကွက်နိုင်ပါသည်။ (497, 518, 777, 634)
notice-footer: ဌာနမှူး၊ မြို့ပြစီမံကိန်းနှင့် မြေစီမံခန့်ခွဲမှုဌာန၊ မန္တလေးမြို့တော်စည်ပင်သာယာရေးကော်မတီ။ (183, 992, 467, 1007)
notice-title: ကြော်ငြာစာ (924, 1032, 1012, 1056)
